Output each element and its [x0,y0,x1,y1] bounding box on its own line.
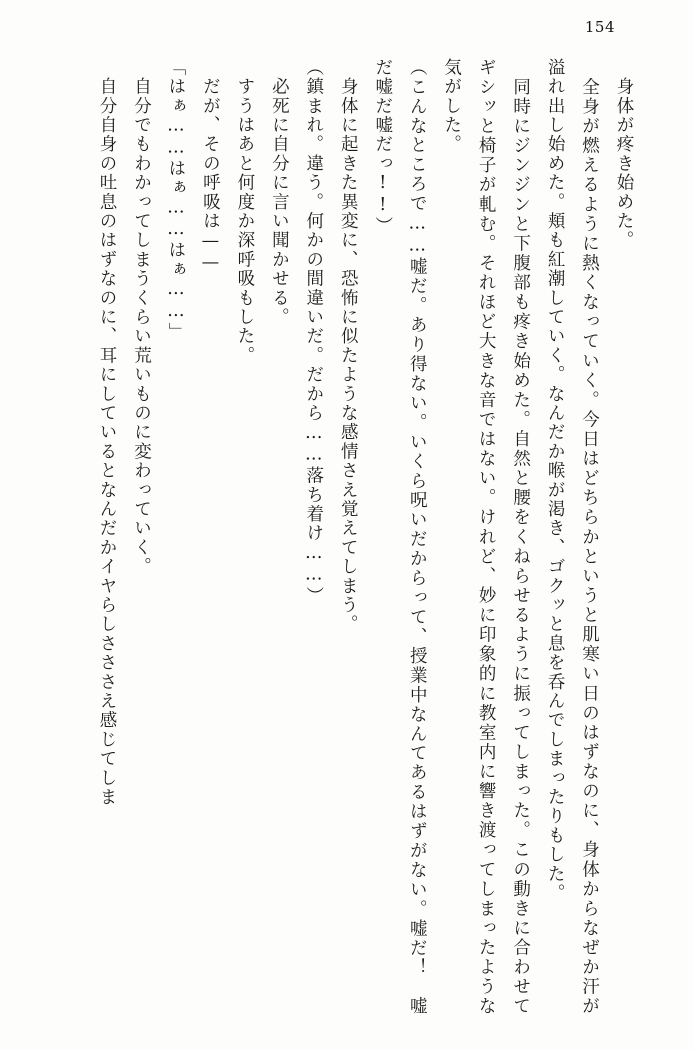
page-body-text [44,58,641,1016]
page-number: 154 [584,18,615,36]
paragraph: 自分自身の吐息のはずなのに、耳にしているとなんだかイヤらしさささえ感じてしま [96,58,117,807]
paragraph: 全身が燃えるように熱くなっていく。今日はどちらかというと肌寒い日のはずなのに、身体からなぜか汗が溢れ出し始めた。頬も紅潮していく。なんだか喉が渇き、ゴクッと息を呑んでしまったりもした。 [545,58,600,1016]
paragraph: 必死に自分に言い聞かせる。 [269,58,290,327]
paragraph: 「はぁ……はぁ……はぁ……」 [165,58,186,342]
paragraph: 同時にジンジンと下腹部も疼き始めた。自然と腰をくねらせるように振ってしまった。この動きに合わせてギシッと椅子が軋む。それほど大きな音ではない。けれど、妙に印象的に教室内に響き渡ってしまったような気がした。 [441,58,531,1016]
paragraph: 自分でもわかってしまうくらい荒いものに変わっていく。 [131,58,152,577]
paragraph: （こんなところで……嘘だ。あり得ない。いくら呪いだからって、授業中なんてあるはずがない。嘘だ！ 嘘だ嘘だ嘘だっ!!） [372,58,428,1016]
paragraph: （鎮まれ。違う。何かの間違いだ。だから……落ち着け……） [303,58,324,606]
paragraph: すうはあと何度か深呼吸もした。 [234,58,255,366]
paragraph: 身体に起きた異変に、恐怖に似たような感情さえ覚えてしまう。 [338,58,359,634]
paragraph: だが、その呼吸は—— [200,58,221,275]
paragraph: 身体が疼き始めた。 [614,58,634,250]
